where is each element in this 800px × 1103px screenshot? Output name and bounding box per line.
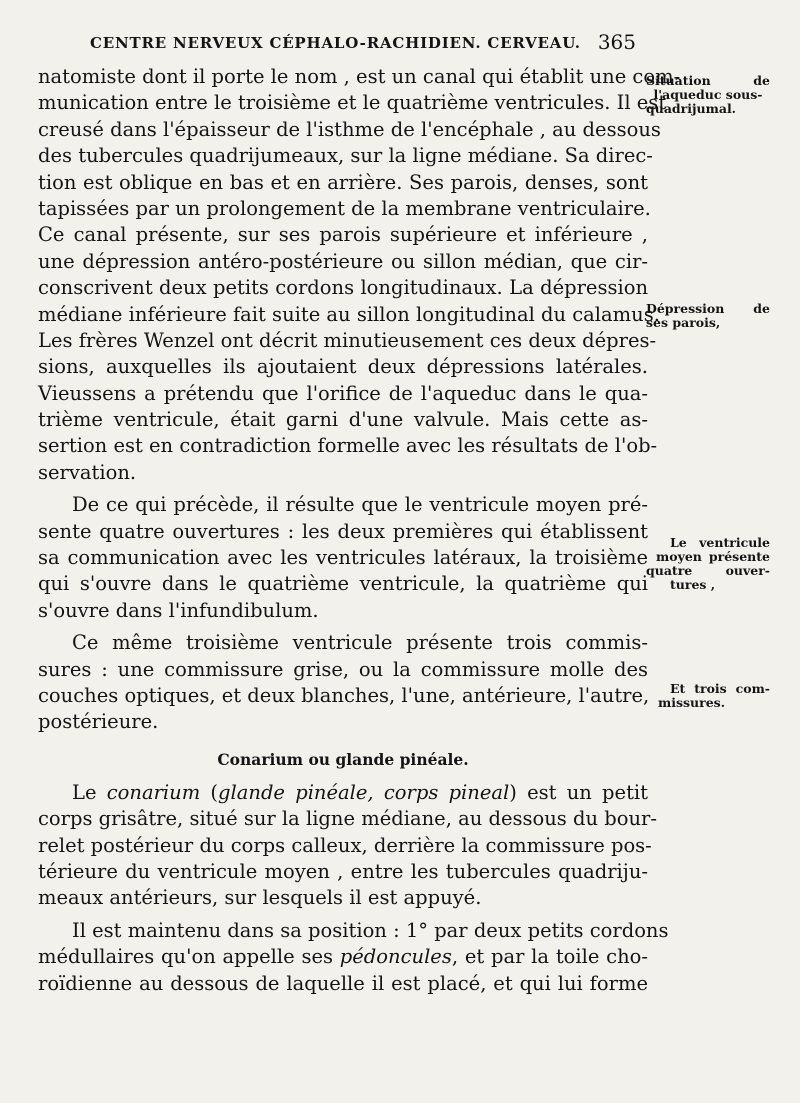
sidenote-aqueduct: Situation de l'aqueduc sous- quadrijumal. [646,73,770,116]
text-line: térieure du ventricule moyen , entre les tubercules quadriju- [38,859,648,883]
sidenote-depression: Dépression de ses parois, [646,301,770,330]
text-line: médullaires qu'on appelle ses pédoncules, et par la toile cho- [38,945,648,969]
page-number: 365 [597,30,636,54]
text-line: natomiste dont il porte le nom , est un canal qui établit une com- [38,65,681,88]
text-line: des tubercules quadrijumeaux, sur la ligne médiane. Sa direc- [38,144,653,168]
text-line: Ce canal présente, sur ses parois supérieure et inférieure , [38,223,648,247]
text-line: creusé dans l'épaisseur de l'isthme de l'encéphale , au dessous [38,117,661,141]
main-text-column [38,64,681,997]
text-line: meaux antérieurs, sur lesquels il est appuyé. [38,886,482,910]
text-line: postérieure. [38,710,159,734]
text-line: conscrivent deux petits cordons longitudinaux. La dépression [38,276,648,300]
text-line: sente quatre ouvertures : les deux premières qui établissent [38,519,648,543]
text-line: tapissées par un prolongement de la membrane ventriculaire. [38,196,651,220]
section-title: Conarium ou glande pinéale. [217,749,469,769]
text-line: sertion est en contradiction formelle avec les résultats de l'ob- [38,434,658,458]
text-line: Ce même troisième ventricule présente trois commis- [72,631,648,655]
paragraph-conarium [38,780,657,912]
paragraph-commissures [38,630,648,736]
paragraph-aqueduct [38,64,681,486]
text-line: Le conarium (glande pinéale, corps pineal) est un petit [72,780,648,804]
text-line: médiane inférieure fait suite au sillon longitudinal du calamus. [38,302,660,326]
sidenote-openings: Le ventricule moyen présente quatre ouver- tures , [646,535,770,592]
sidenote-commissures: Et trois com- missures. [658,681,770,710]
text-line: tion est oblique en bas et en arrière. Ses parois, denses, sont [38,170,648,194]
text-line: sures : une commissure grise, ou la commissure molle des [38,657,648,681]
text-line: s'ouvre dans l'infundibulum. [38,598,319,622]
text-line: trième ventricule, était garni d'une valvule. Mais cette as- [38,408,648,432]
text-line: De ce qui précède, il résulte que le ventricule moyen pré- [72,493,648,517]
text-line: une dépression antéro-postérieure ou sillon médian, que cir- [38,249,648,273]
text-line: roïdienne au dessous de laquelle il est placé, et qui lui forme [38,971,648,995]
text-line: munication entre le troisième et le quatrième ventricules. Il est [38,91,667,115]
text-line: Il est maintenu dans sa position : 1° par deux petits cordons [72,918,669,942]
paragraph-openings [38,492,648,624]
text-line: couches optiques, et deux blanches, l'une, antérieure, l'autre, [38,683,650,707]
running-title: CENTRE NERVEUX CÉPHALO-RACHIDIEN. CERVEAU. [90,34,581,52]
text-line: servation. [38,460,137,484]
text-line: qui s'ouvre dans le quatrième ventricule, la quatrième qui [38,572,648,596]
paragraph-position [38,918,669,997]
text-line: corps grisâtre, situé sur la ligne médiane, au dessous du bour- [38,807,657,831]
text-line: sa communication avec les ventricules latéraux, la troisième [38,546,648,570]
text-line: sions, auxquelles ils ajoutaient deux dépressions latérales. [38,355,648,379]
text-line: Les frères Wenzel ont décrit minutieusement ces deux dépres- [38,328,657,352]
text-line: Vieussens a prétendu que l'orifice de l'aqueduc dans le qua- [38,381,648,405]
text-line: relet postérieur du corps calleux, derrière la commissure pos- [38,833,652,857]
